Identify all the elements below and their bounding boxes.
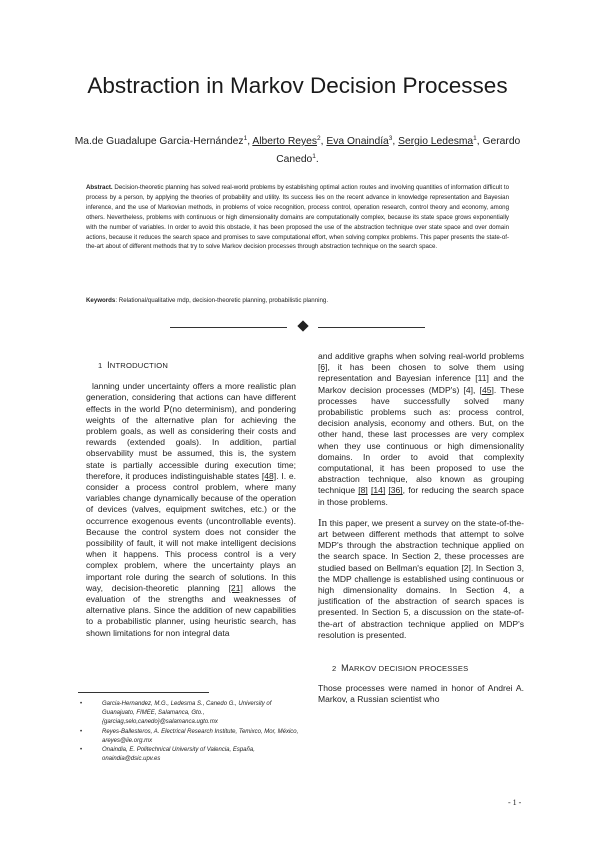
citation-link[interactable]: [48]	[261, 470, 277, 481]
body-paragraph: and additive graphs when solving real-world problems [6], it has been chosen to solve them using representation and Bayesian inference [11] and the Markov decision processes (MDP's) [4], [45]. These processes have successfully solved many probabilistic problems such as: process control, decision analysis, economy and others. But, on the other hand, these last processes are very complex when they use continuous or high dimensionality domains. In order to avoid that complexity computational, it has been proposed to use the abstraction technique, also known as grouping technique [8] [14] [36], for reducing the search space in those problems.	[318, 351, 525, 507]
abstract	[86, 183, 509, 252]
left-column	[86, 360, 296, 639]
keywords-text: : Relational/qualitative mdp, decision-theoretic planning, probabilistic planning.	[115, 297, 329, 304]
author-list: Ma.de Guadalupe Garcia-Hernández$^1$, Alberto Reyes$^2$, Eva Onaindía$^3$, Sergio Ledesma$^1$, Gerardo Canedo$^1$.	[74, 135, 521, 165]
author-link[interactable]: Alberto Reyes	[252, 136, 318, 147]
diamond-icon	[297, 320, 308, 331]
author-link[interactable]: Eva Onaindía	[326, 136, 389, 147]
footnote-item: • Garcia-Hernandez, M.G., Ledesma S., Canedo G., University of Guanajuato, FIMEE, Salamanca, Gto., {garciag,selo,canedo}@salamanca.ugto.mx	[80, 701, 272, 726]
abstract-text: Decision-theoretic planning has solved real-world problems by establishing optimal action routes and involving quantities of information difficult to process by a person, by applying the theories of probability and utility. Its success lies on the recent advance in knowledge representation and Bayesian inference, and the use of Markovian methods, in problems of voice recognition, process control, operation research, control theory and economy, among others. Nevertheless, problems with continuous or high dimensionality domains are computationally complex, because its state space grows exponentially with the number of variables. In order to avoid this obstacle, it has been proposed the use of the abstraction technique over state space and over domain actions, because it reduces the search space and promises to save computational effort, when solving complex problems. This paper presents the state-of-the-art about of different methods that try to solve Markov decision processes through abstraction technique on the search space.	[86, 184, 509, 251]
page-number: - 1 -	[508, 798, 522, 807]
footnote-item: • Reyes-Ballesteros, A. Electrical Research Institute, Temixco, Mor, México, areyes@iie.org.mx	[80, 728, 299, 744]
citation-link[interactable]: [21]	[228, 582, 243, 593]
intro-paragraph: lanning under uncertainty offers a more realistic plan generation, considering that actions can have different effects in the world P(no determinism), and pondering weights of the alternative plan for achieving the problem goals, as well as considering their costs and rewards (extended goals). In addition, partial observability must be assumed, this is, the system state is partially accessible during execution time; therefore, it produces indistinguishable states [48]. I. e. consider a process control problem, where many variables change dynamically because of the operation of devices (valves, equipment switches, etc.) or the occurrence exogenous events (uncontrollable events). Because the control system does not consider the possibility of fault, it will not make intelligent decisions when it happens. This process control is a very complex problem, where the uncertainty plays an important role during the search of solutions. In this way, decision-theoretic planning [21] allows the evaluation of the strengths and weaknesses of alternative plans. Since the addition of new capabilities to a probabilistic planner, using heuristic search, has shown limitations for non integral data	[86, 381, 296, 638]
footnotes	[80, 700, 300, 764]
drop-cap: In	[318, 516, 328, 529]
separator-line-right	[318, 327, 425, 328]
body-paragraph: In this paper, we present a survey on the state-of-the-art between different methods that attempt to solve MDP's through the abstraction technique applied on the search space. In Section 2, these processes are studied based on Bellman's equation [2]. In Section 3, the MDP challenge is established using continuous or high dimensionality domains. In Section 4, a justification of the abstraction of search spaces is presented. In Section 5, a discussion on the state-of-the-art of abstraction technique applied on MDP's resolution is presented.	[318, 516, 524, 640]
section-heading-introduction: 1 INTRODUCTION	[98, 360, 169, 370]
author-name: Ma.de Guadalupe Garcia-Hernández	[74, 136, 244, 147]
abstract-label: Abstract.	[86, 184, 113, 191]
author-name: Gerardo Canedo	[276, 136, 521, 165]
author-affiliation: 1	[312, 153, 316, 160]
citation-link[interactable]: [14]	[370, 485, 386, 496]
keywords-label: Keywords	[86, 297, 116, 304]
citation-link[interactable]: [8]	[358, 485, 368, 496]
citation-link[interactable]: [6]	[318, 362, 328, 373]
author-affiliation: 1	[243, 135, 248, 142]
citation-link[interactable]: [36]	[388, 485, 403, 496]
author-affiliation: 1	[473, 135, 477, 142]
author-link[interactable]: Sergio Ledesma	[398, 136, 474, 147]
paper-title: Abstraction in Markov Decision Processes	[87, 73, 508, 98]
body-paragraph: Those processes were named in honor of Andrei A. Markov, a Russian scientist who	[318, 683, 524, 705]
footnote-item: • Onaindia, E. Politechnical University of Valencia, España, onaindia@dsic.upv.es	[80, 747, 255, 763]
keywords	[86, 296, 509, 305]
author-affiliation: 3	[388, 135, 393, 142]
drop-cap: P	[163, 402, 170, 415]
footnote-divider	[78, 692, 209, 693]
right-column	[318, 351, 524, 706]
citation-link[interactable]: [45]	[479, 384, 494, 395]
section-heading-markov: 2 MARKOV DECISION PROCESSES	[332, 663, 469, 674]
author-affiliation: 2	[317, 135, 321, 142]
separator-line-left	[170, 327, 287, 328]
